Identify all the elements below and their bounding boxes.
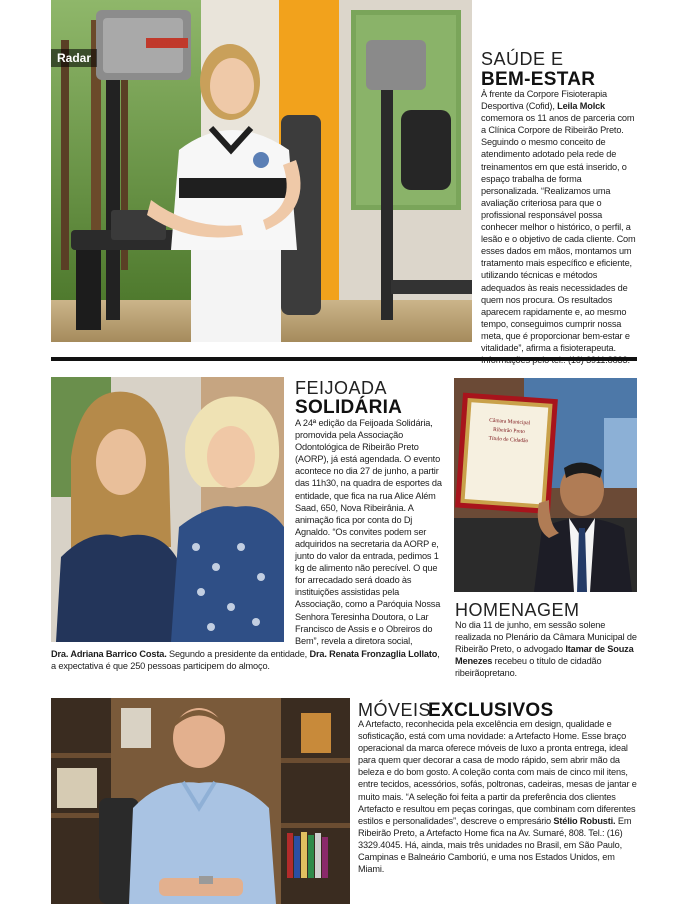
homenagem-body: No dia 11 de junho, em sessão solene realizada no Plenário da Câmara Municipal de Ribeirão Preto, o advogado Itamar de Souza Menezes recebeu o título de cidadão ribeirãopretano. bbox=[455, 620, 637, 679]
homenagem-title: HOMENAGEM bbox=[455, 600, 580, 620]
feijoada-person-name-1: Dra. Adriana Barrico Costa. bbox=[51, 649, 167, 659]
saude-title-light: SAÚDE E bbox=[481, 49, 564, 69]
feijoada-body-continued: Dra. Adriana Barrico Costa. Segundo a presidente da entidade, Dra. Renata Fronzaglia Lollato, a expectativa é que 250 pessoas participem do almoço. bbox=[51, 649, 440, 672]
saude-body: À frente da Corpore Fisioterapia Desportiva (Cofid), Leila Molck comemora os 11 anos de parceria com a Clínica Corpore de Ribeirão Preto. Seguindo o mesmo conceito de atendimento adotado pela rede de treinamentos em que está inserido, o espaço trabalha de forma personalizada. “Realizamos uma avaliação criteriosa para que o profissional responsável possa conhecer melhor o histórico, o perfil, a lesão e o objetivo de cada cliente. Com esses dados em mãos, montamos um tratamento mais específico e eficiente, utilizando técnicas e métodos adequados às reais necessidades de quem nos procura. Os resultados aparecem rapidamente e, ao mesmo tempo, conseguimos cumprir nossa meta, que é proporcionar bem-estar e vitalidade”, afirma a fisioterapeuta. bbox=[481, 89, 636, 353]
photo-businessman bbox=[51, 698, 350, 904]
section-label: Radar bbox=[51, 49, 97, 67]
gym-scene-illustration bbox=[51, 0, 472, 342]
moveis-title-light: MÓVEIS bbox=[358, 700, 432, 720]
photo-physiotherapist bbox=[51, 0, 472, 342]
moveis-title-bold: EXCLUSIVOS bbox=[428, 700, 554, 721]
saude-title-bold: BEM-ESTAR bbox=[481, 69, 596, 90]
photo-feijoada-hosts bbox=[51, 377, 284, 642]
office-shelves-illustration bbox=[51, 698, 350, 904]
two-women-illustration bbox=[51, 377, 284, 642]
feijoada-title-bold: SOLIDÁRIA bbox=[295, 397, 403, 418]
photo-homenagem bbox=[454, 378, 637, 592]
feijoada-title-light: FEIJOADA bbox=[295, 378, 388, 398]
homenagem-person-name: Itamar de Souza Menezes bbox=[455, 644, 634, 667]
equipment-brand-label: MULTIPRO bbox=[150, 40, 187, 47]
feijoada-person-name-2: Dra. Renata Fronzaglia Lollato bbox=[309, 649, 438, 659]
divider-top bbox=[51, 357, 637, 361]
moveis-person-name: Stélio Robusti. bbox=[553, 815, 616, 826]
saude-person-name: Leila Molck bbox=[557, 101, 606, 112]
certificate-ceremony-illustration bbox=[454, 378, 637, 592]
certificate-text: Câmara Municipal Ribeirão Preto Título de Cidadão bbox=[488, 417, 531, 445]
moveis-body: A Artefacto, reconhecida pela excelência em design, qualidade e sofisticação, está com uma novidade: a Artefacto Home. Esse braço operacional da marca oferece móveis de luxo a pronta entrega, ideal para quem quer decorar a casa de modo rápido, sem abrir mão da beleza e do bom gosto. A coleção conta com mais de cinco mil itens, entre tecidos, acessórios, sofás, poltronas, cadeiras, mesas de jantar e muito mais. “A seleção foi feita a partir da preferência dos clientes Artefacto e resultou em peças coringas, que combinam com diferentes estilos e personalidades”, descreve o empresário Stélio Robusti. Em Ribeirão Preto, a Artefacto Home fica na Av. Sumaré, 808. Tel.: (16) 3329.4045. Há, ainda, mais três unidades no Brasil, em São Paulo, Campinas e Balneário Camboriú, e uma nos Estados Unidos, em Miami. bbox=[358, 719, 637, 875]
feijoada-body: A 24ª edição da Feijoada Solidária, promovida pela Associação Odontológica de Ribeirão Preto (AORP), já está agendada. O evento acontece no dia 27 de junho, a partir das 11h30, na quadra de esportes da entidade, que fica na rua Alice Além Saad, 650, Nova Ribeirânia. A animação fica por conta do Dj Agnaldo. “Os convites podem ser adquiridos na secretaria da AORP e, junto do valor da entrada, pedimos 1 kg de alimento não perecível. O que for arrecadado será doado às instituições assistidas pela Associação, como a Paróquia Nossa Senhora Teresinha Doutora, o Lar Francisco de Assis e o Obreiros do Bem”, revela a diretora social, bbox=[295, 418, 442, 646]
